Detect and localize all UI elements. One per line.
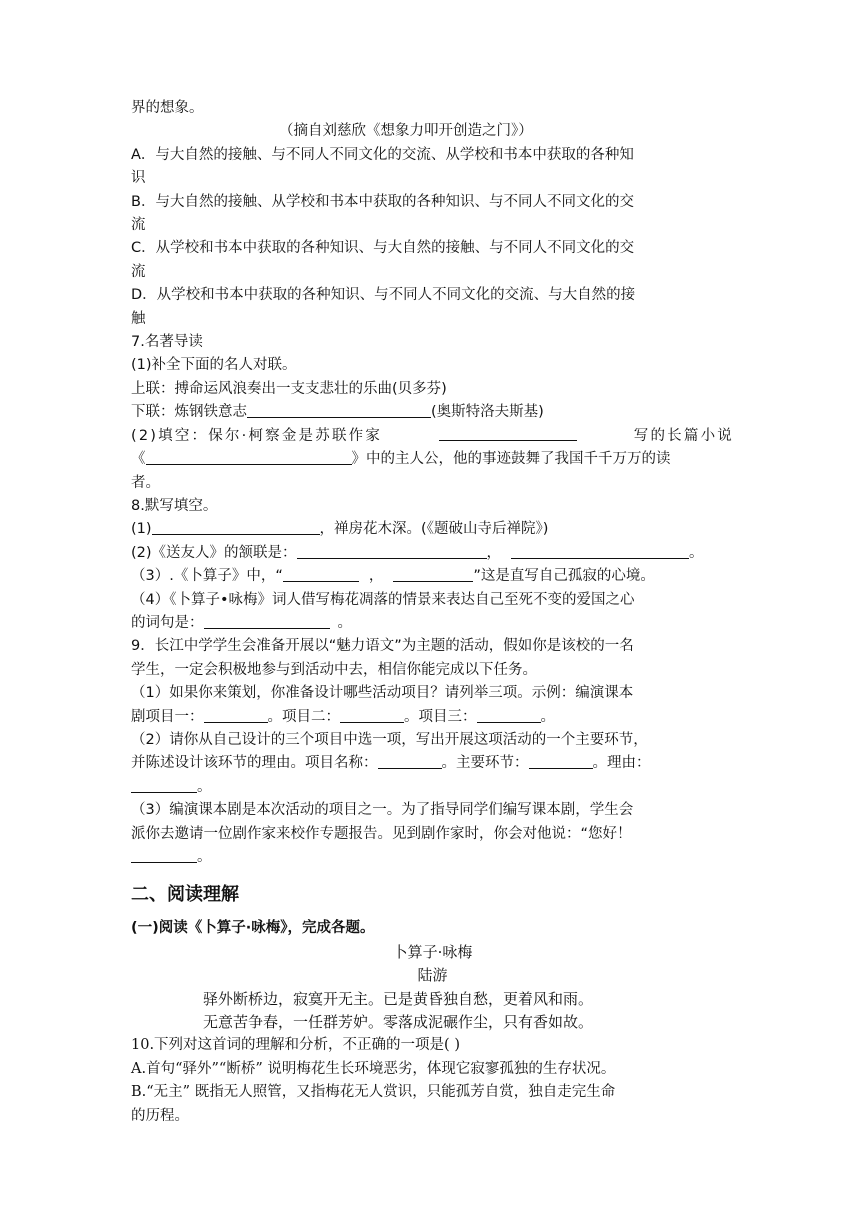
option-a-cont: 识 (131, 170, 146, 187)
question-7-part-2-cont (131, 448, 734, 471)
option-c-cont: 流 (131, 263, 146, 280)
question-10-title: 10.下列对这首词的理解和分析，不正确的一项是( ) (131, 1037, 460, 1054)
q8-3-comma: ， (368, 568, 384, 585)
question-7-part-2 (131, 425, 734, 448)
poem-line-2: 无意苦争春，一任群芳妒。零落成泥碾作尘，只有香如故。 (203, 1013, 594, 1032)
question-9-part-1: （1）如果你来策划，你准备设计哪些活动项目？请列举三项。示例：编演课本 (131, 685, 634, 702)
question-8-part-4: （4）《卜算子•咏梅》词人借写梅花凋落的情景来表达自己至死不变的爱国之心 (131, 591, 635, 608)
poem-author: 陆游 (417, 966, 448, 985)
option-d-cont: 触 (131, 310, 146, 327)
answer-blank[interactable] (204, 613, 330, 629)
question-9-part-1-cont (131, 706, 734, 729)
question-9-part-3-end (131, 846, 734, 869)
paragraph-end: 界的想象。 (131, 100, 204, 116)
question-7-part-1: (1)补全下面的名人对联。 (131, 357, 297, 374)
answer-blank[interactable] (204, 707, 268, 723)
q7-2-text-a: (2)填空：保尔·柯察金是苏联作家 (131, 427, 383, 444)
poem-line-1: 驿外断桥边，寂寞开无主。已是黄昏独自愁，更着风和雨。 (203, 989, 594, 1008)
question-9-part-3: （3）编演课本剧是本次活动的项目之一。为了指导同学们编写课本剧，学生会 (131, 802, 634, 819)
project-period: 。 (540, 708, 555, 725)
couplet-upper: 上联：搏命运风浪奏出一支支悲壮的乐曲(贝多芬) (131, 380, 447, 397)
q8-3-label: （3）.《卜算子》中，“ (131, 568, 283, 585)
question-10-option-b: B.“无主” 既指无人照管，又指梅花无人赏识，只能孤芳自赏，独自走完生命 (131, 1084, 616, 1101)
option-d: D．从学校和书本中获取的各种知识、与不同人不同文化的交流、与大自然的接 (131, 287, 636, 304)
answer-blank[interactable] (378, 753, 442, 769)
question-9-intro: 9．长江中学学生会准备开展以“魅力语文”为主题的活动，假如你是该校的一名 (131, 638, 634, 655)
q8-1-label: (1) (131, 521, 152, 538)
q8-3-text: ”这是直写自己孤寂的心境。 (473, 568, 655, 585)
answer-blank[interactable] (297, 543, 487, 559)
question-7-part-2-end: 者。 (131, 474, 160, 491)
answer-blank[interactable] (340, 707, 404, 723)
source-citation: （摘自刘慈欣《想象力叩开创造之门》） (279, 123, 533, 140)
q8-2-label: (2)《送友人》的颔联是： (131, 544, 297, 561)
answer-blank[interactable] (247, 402, 431, 418)
option-c: C．从学校和书本中获取的各种知识、与大自然的接触、与不同人不同文化的交 (131, 240, 635, 257)
main-step-label: 。主要环节： (441, 755, 529, 772)
reason-label: 。理由： (592, 755, 651, 772)
section-heading: 二、阅读理解 (131, 884, 239, 906)
question-8-title: 8.默写填空。 (131, 497, 218, 514)
project-1-label: 剧项目一： (131, 708, 204, 725)
project-3-label: 。项目三： (404, 708, 477, 725)
question-8-part-3 (131, 565, 734, 588)
couplet-lower-label: 下联：炼钢铁意志 (131, 404, 247, 421)
subsection-heading: (一)阅读《卜算子·咏梅》，完成各题。 (131, 920, 375, 937)
answer-blank[interactable] (511, 543, 689, 559)
project-name-label: 并陈述设计该环节的理由。项目名称： (131, 755, 378, 772)
answer-blank[interactable] (393, 566, 473, 582)
option-a: A．与大自然的接触、与不同人不同文化的交流、从学校和书本中获取的各种知 (131, 146, 634, 163)
q8-2-period: 。 (689, 544, 704, 561)
question-8-part-4-cont (131, 612, 734, 635)
answer-blank[interactable] (146, 449, 352, 465)
couplet-lower (131, 401, 734, 424)
q8-4-label: 的词句是： (131, 614, 204, 631)
greeting-period: 。 (197, 849, 212, 865)
question-9-intro-cont: 学生，一定会积极地参与到活动中去，相信你能完成以下任务。 (131, 661, 537, 678)
answer-blank[interactable] (477, 707, 541, 723)
question-8-part-2 (131, 542, 734, 565)
answer-blank[interactable] (131, 847, 197, 863)
question-9-part-3-cont: 派你去邀请一位剧作家来校作专题报告。见到剧作家时，你会对他说：“您好！ (131, 825, 632, 842)
answer-blank[interactable] (439, 425, 577, 441)
question-8-part-1 (131, 518, 734, 541)
q7-2-text-c: 》中的主人公，他的事迹鼓舞了我国千千万万的读 (351, 451, 671, 468)
question-10-option-a: A.首句“驿外”“断桥” 说明梅花生长环境恶劣，体现它寂寥孤独的生存状况。 (131, 1060, 616, 1077)
answer-blank[interactable] (152, 519, 320, 535)
couplet-lower-author: (奥斯特洛夫斯基) (431, 404, 544, 421)
answer-blank[interactable] (131, 777, 197, 793)
answer-blank[interactable] (283, 566, 359, 582)
q8-2-comma: ， (486, 544, 502, 561)
question-9-part-2: （2）请你从自己设计的三个项目中选一项，写出开展这项活动的一个主要环节， (131, 731, 648, 748)
q7-2-text-b: 写的长篇小说 (633, 427, 734, 444)
option-b: B．与大自然的接触、从学校和书本中获取的各种知识、与不同人不同文化的交 (131, 193, 634, 210)
answer-blank[interactable] (529, 753, 593, 769)
project-2-label: 。项目二： (267, 708, 340, 725)
reason-period: 。 (197, 778, 212, 795)
document-body (131, 97, 734, 1128)
option-b-cont: 流 (131, 217, 146, 234)
book-bracket-open: 《 (131, 451, 146, 468)
question-9-part-2-cont (131, 752, 734, 775)
q8-4-period: 。 (337, 614, 352, 631)
question-9-part-2-end (131, 776, 734, 799)
question-7-title: 7.名著导读 (131, 334, 203, 351)
question-10-option-b-cont: 的历程。 (131, 1107, 189, 1124)
q8-1-text: ，禅房花木深。(《题破山寺后禅院》) (319, 521, 549, 538)
poem-title: 卜算子·咏梅 (392, 942, 473, 961)
